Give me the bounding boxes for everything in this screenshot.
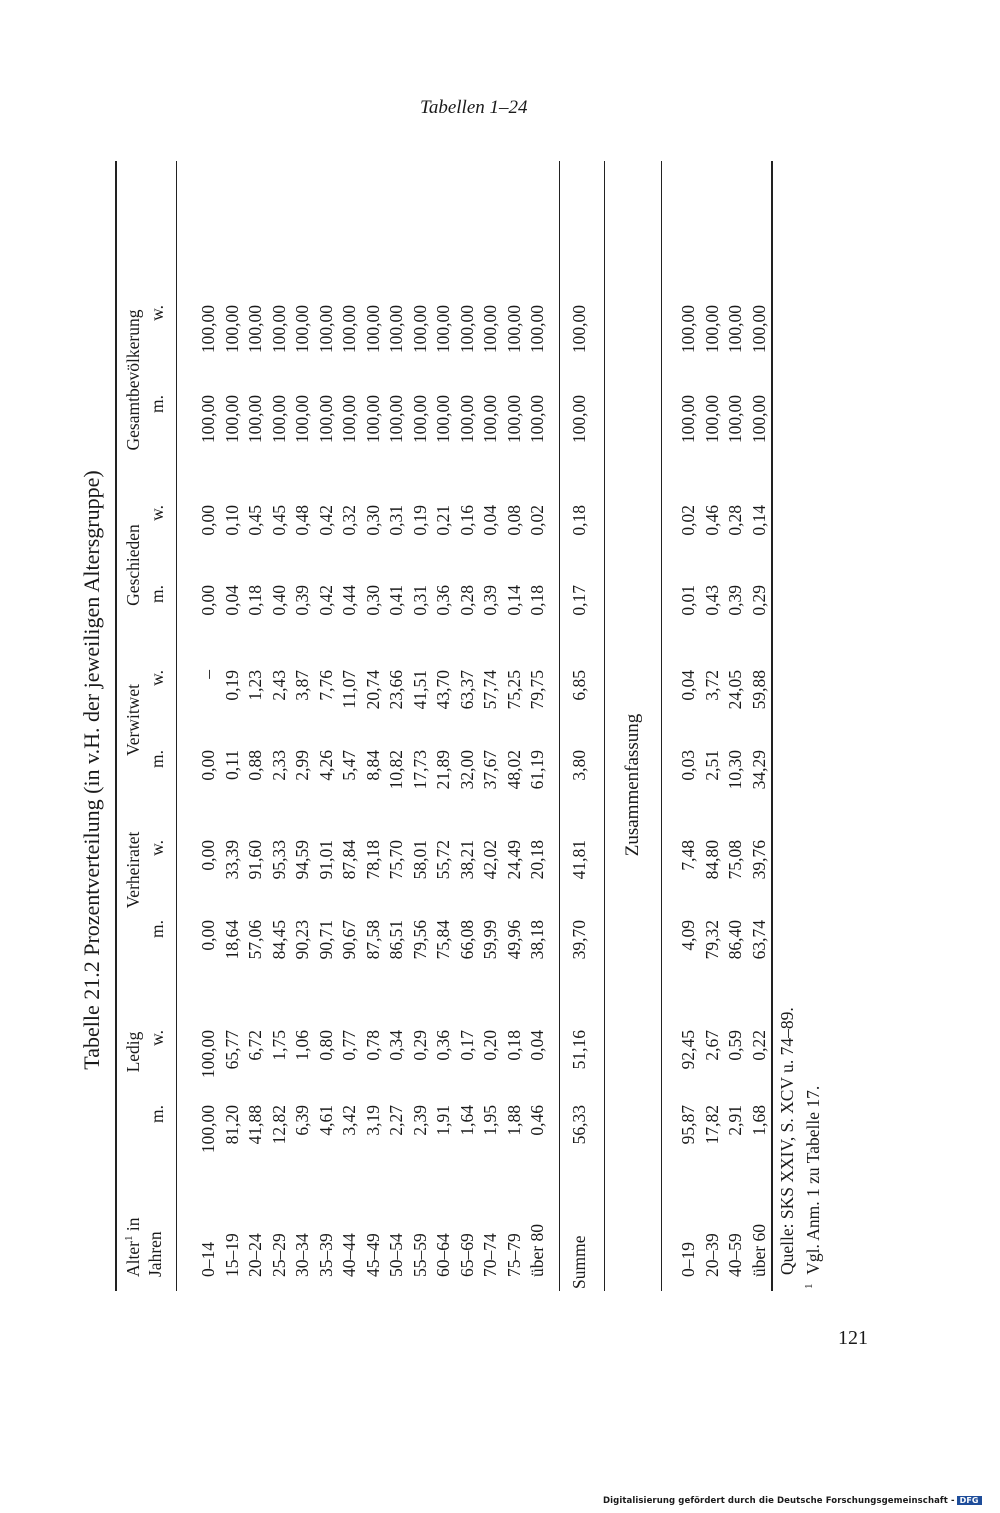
table-cell: 100,00 [198,1030,218,1079]
table-cell: 0,17 [456,1030,477,1061]
table-cell: 41,51 [409,670,430,710]
table-cell: 6,72 [245,1030,265,1061]
table-cell: 58,01 [409,840,430,880]
table-cell: 100,00 [748,395,769,444]
table-cell: 100,00 [339,395,359,444]
group-verwitwet: Verwitwet [123,684,143,756]
summe-cell: 3,80 [569,750,589,781]
table-cell: 92,45 [678,1030,698,1070]
sub-m: m. [147,1105,167,1123]
table-cell: 1,75 [268,1030,289,1061]
table-cell: 0,18 [245,585,265,616]
sub-m: m. [147,920,167,938]
table-cell: 11,07 [339,670,359,709]
table-cell: 70–74 [480,1233,500,1277]
table-cell: 0,59 [725,1030,745,1061]
table-cell: 0,30 [362,505,383,536]
table-cell: 4,26 [315,750,336,781]
table-cell: 0,04 [678,670,698,701]
table-cell: 100,00 [198,305,218,354]
summe-cell: 100,00 [569,305,589,354]
table-cell: 0,04 [221,585,242,616]
table-cell: 0,14 [748,505,769,536]
age-header-line2: Jahren [145,1231,165,1277]
table-cell: 42,02 [480,840,500,880]
summe-cell: 56,33 [569,1105,589,1145]
table-cell: 3,72 [701,670,722,701]
footnote: $^1$ Vgl. Anm. 1 zu Tabelle 17. [803,1085,823,1289]
table-cell: 75,84 [433,920,453,960]
table-cell: 32,00 [456,750,477,790]
data-column [197,305,550,395]
zusammenfassung-label: Zusammenfassung [622,713,643,857]
table-cell: 100,00 [315,395,336,444]
data-column [677,395,771,485]
table-cell: 0,42 [315,585,336,616]
sub-m: m. [147,395,167,413]
header-rule [176,161,177,1291]
sub-m: m. [147,585,167,603]
data-column [677,840,771,930]
table-cell: 100,00 [503,305,524,354]
table-cell: 1,23 [245,670,265,701]
table-cell: 55–59 [409,1233,430,1277]
data-column [677,920,771,1010]
table-cell: 100,00 [480,395,500,444]
table-cell: 7,76 [315,670,336,701]
table-cell: 12,82 [268,1105,289,1145]
table-cell: 0,77 [339,1030,359,1061]
table-cell: 17,73 [409,750,430,790]
table-cell: 2,39 [409,1105,430,1136]
table-cell: 0,78 [362,1030,383,1061]
table-cell: 95,87 [678,1105,698,1145]
table-cell: 35–39 [315,1233,336,1277]
table-cell: 34,29 [748,750,769,790]
table-cell: über 60 [748,1224,769,1277]
table-cell: 0,39 [480,585,500,616]
table-cell: 8,84 [362,750,383,781]
table-cell: 91,01 [315,840,336,880]
summe-cell: 6,85 [569,670,589,701]
table-cell: 100,00 [198,395,218,444]
table-cell: 23,66 [386,670,406,710]
data-column [197,670,550,760]
table-cell: 100,00 [701,395,722,444]
table-cell: 2,33 [268,750,289,781]
table-cell: 0,34 [386,1030,406,1061]
table-cell: 100,00 [409,395,430,444]
data-column [677,670,771,760]
table-cell: 49,96 [503,920,524,960]
table-cell: 1,06 [292,1030,312,1061]
table-cell: 0,10 [221,505,242,536]
table-cell: 0,88 [245,750,265,781]
rotated-table-block [79,155,839,1385]
data-column [197,920,550,1010]
table-cell: 21,89 [433,750,453,790]
table-cell: 0,39 [725,585,745,616]
table-cell: 100,00 [503,395,524,444]
table-cell: 100,00 [292,395,312,444]
table-cell: 0,31 [409,585,430,616]
table-cell: 0,44 [339,585,359,616]
table-cell: 75,08 [725,840,745,880]
table-cell: 57,74 [480,670,500,710]
group-geschieden: Geschieden [123,524,143,606]
table-cell: 30–34 [292,1233,312,1277]
table-cell: 0,36 [433,1030,453,1061]
data-column [197,1030,550,1120]
sub-w: w. [147,505,167,521]
table-cell: 84,80 [701,840,722,880]
table-cell: 0,39 [292,585,312,616]
table-cell: 59,88 [748,670,769,710]
data-column [197,750,550,840]
summe-cell: 39,70 [569,920,589,960]
bottom-rule [771,161,773,1291]
table-cell: 0,03 [678,750,698,781]
table-cell: 2,43 [268,670,289,701]
table-cell: 39,76 [748,840,769,880]
table-cell: 0–14 [198,1242,218,1277]
table-cell: 0,45 [268,505,289,536]
table-cell: 24,05 [725,670,745,710]
table-cell: 1,95 [480,1105,500,1136]
table-cell: 25–29 [268,1233,289,1277]
data-column [677,585,771,675]
table-cell: 2,91 [725,1105,745,1136]
table-cell: 24,49 [503,840,524,880]
table-cell: 0,20 [480,1030,500,1061]
table-cell: 100,00 [480,305,500,354]
table-cell: 0,31 [386,505,406,536]
table-cell: 0,28 [725,505,745,536]
data-column [197,395,550,485]
table-cell: 3,42 [339,1105,359,1136]
table-cell: 1,91 [433,1105,453,1136]
table-cell: 100,00 [268,395,289,444]
table-cell: 61,19 [527,750,547,790]
table-cell: 0–19 [678,1242,698,1277]
table-cell: 100,00 [221,305,242,354]
table-cell: 0,00 [198,920,218,951]
table-cell: 0,41 [386,585,406,616]
table-cell: 10,30 [725,750,745,790]
table-cell: 10,82 [386,750,406,790]
data-column [197,585,550,675]
table-cell: 86,51 [386,920,406,960]
age-header: Alter$^1$ in [123,1217,143,1277]
table-cell: 17,82 [701,1105,722,1145]
source-line: Quelle: SKS XXIV, S. XCV u. 74–89. [777,1007,797,1275]
age-column [197,1224,550,1277]
top-rule [115,161,117,1291]
table-cell: 0,19 [409,505,430,536]
table-cell: 94,59 [292,840,312,880]
table-cell: 100,00 [433,395,453,444]
table-cell: 43,70 [433,670,453,710]
table-cell: 1,68 [748,1105,769,1136]
table-cell: 100,00 [292,305,312,354]
table-cell: 100,00 [386,305,406,354]
table-cell: – [198,670,218,679]
table-cell: 100,00 [527,305,547,354]
table-cell: 4,09 [678,920,698,951]
table-cell: 0,42 [315,505,336,536]
table-cell: 100,00 [315,305,336,354]
table-cell: 100,00 [433,305,453,354]
table-cell: 38,21 [456,840,477,880]
table-cell: 60–64 [433,1233,453,1277]
table-cell: 20,74 [362,670,383,710]
table-cell: 20–24 [245,1233,265,1277]
summe-cell: 0,18 [569,505,589,536]
table-cell: 0,29 [409,1030,430,1061]
table-cell: 79,75 [527,670,547,710]
table-cell: 0,08 [503,505,524,536]
table-cell: 18,64 [221,920,242,960]
running-header: Tabellen 1–24 [420,97,528,118]
table-cell: 0,00 [198,585,218,616]
table-cell: 15–19 [221,1233,242,1277]
table-cell: 1,88 [503,1105,524,1136]
table-cell: 0,28 [456,585,477,616]
table-cell: 100,00 [678,395,698,444]
table-cell: 55,72 [433,840,453,880]
table-cell: 40–59 [725,1233,745,1277]
page-number: 121 [838,1327,868,1349]
table-cell: 0,14 [503,585,524,616]
data-column [197,505,550,595]
table-cell: 0,00 [198,750,218,781]
summe-label: Summe [569,1235,589,1289]
table-cell: 0,21 [433,505,453,536]
table-cell: 0,16 [456,505,477,536]
sub-m: m. [147,750,167,768]
table-cell: 100,00 [527,395,547,444]
table-cell: 78,18 [362,840,383,880]
table-cell: 87,58 [362,920,383,960]
table-cell: 3,87 [292,670,312,701]
table-cell: 100,00 [221,395,242,444]
table-cell: 75,70 [386,840,406,880]
table-cell: 6,39 [292,1105,312,1136]
table-cell: 87,84 [339,840,359,880]
table-cell: 3,19 [362,1105,383,1136]
table-cell: 2,67 [701,1030,722,1061]
table-cell: 0,11 [221,750,242,780]
digitization-footer: Digitalisierung gefördert durch die Deutsche Forschungsgemeinschaft - DFG [603,1496,982,1506]
table-cell: 0,01 [678,585,698,616]
table-cell: 0,22 [748,1030,769,1061]
table-cell: 20–39 [701,1233,722,1277]
table-cell: 4,61 [315,1105,336,1136]
table-cell: 40–44 [339,1233,359,1277]
table-cell: 0,40 [268,585,289,616]
table-cell: 0,00 [198,505,218,536]
summe-cell: 51,16 [569,1030,589,1070]
table-cell: 100,00 [268,305,289,354]
data-column [677,505,771,595]
table-cell: 2,51 [701,750,722,781]
z-age-column [677,1224,771,1277]
table-cell: 50–54 [386,1233,406,1277]
table-cell: 5,47 [339,750,359,781]
table-cell: 0,48 [292,505,312,536]
table-cell: 0,43 [701,585,722,616]
table-cell: 2,99 [292,750,312,781]
table-cell: 0,36 [433,585,453,616]
table-cell: 57,06 [245,920,265,960]
table-cell: 100,00 [245,305,265,354]
table-title: Tabelle 21.2 Prozentverteilung (in v.H. der jeweiligen Altersgruppe) [79,470,104,1070]
table-cell: 100,00 [678,305,698,354]
table-cell: 0,32 [339,505,359,536]
group-verheiratet: Verheiratet [123,831,143,909]
table-cell: 0,18 [527,585,547,616]
table-cell: 100,00 [386,395,406,444]
table-cell: 38,18 [527,920,547,960]
table-cell: 1,64 [456,1105,477,1136]
table-cell: 63,37 [456,670,477,710]
summe-top-rule [559,161,560,1291]
table-cell: 91,60 [245,840,265,880]
table-cell: 48,02 [503,750,524,790]
table-cell: 66,08 [456,920,477,960]
table-cell: 100,00 [409,305,430,354]
summe-cell: 41,81 [569,840,589,880]
table-cell: 0,30 [362,585,383,616]
table-cell: 0,46 [527,1105,547,1136]
data-column [677,750,771,840]
table-cell: 100,00 [456,395,477,444]
table-cell: 86,40 [725,920,745,960]
table-cell: 100,00 [725,395,745,444]
table-cell: 0,45 [245,505,265,536]
table-cell: 100,00 [362,395,383,444]
data-column [677,305,771,395]
table-cell: 2,27 [386,1105,406,1136]
sub-w: w. [147,670,167,686]
table-cell: 0,29 [748,585,769,616]
table-cell: 100,00 [725,305,745,354]
table-cell: 59,99 [480,920,500,960]
summe-cell: 0,17 [569,585,589,616]
table-cell: 45–49 [362,1233,383,1277]
sub-w: w. [147,305,167,321]
data-column [197,840,550,930]
sub-w: w. [147,840,167,856]
table-cell: 100,00 [362,305,383,354]
table-cell: 90,71 [315,920,336,960]
table-cell: 84,45 [268,920,289,960]
table-cell: 95,33 [268,840,289,880]
table-cell: 65,77 [221,1030,242,1070]
table-cell: 0,02 [678,505,698,536]
table-cell: 33,39 [221,840,242,880]
table-cell: 41,88 [245,1105,265,1145]
zusammen-rule [661,161,662,1291]
table-cell: 0,18 [503,1030,524,1061]
table-cell: 0,04 [480,505,500,536]
table-cell: über 80 [527,1224,547,1277]
table-cell: 0,02 [527,505,547,536]
data-column [677,1030,771,1120]
table-cell: 90,67 [339,920,359,960]
table-cell: 100,00 [748,305,769,354]
group-gesamt: Gesamtbevölkerung [123,309,143,451]
table-cell: 7,48 [678,840,698,871]
table-cell: 100,00 [339,305,359,354]
table-cell: 81,20 [221,1105,242,1145]
table-cell: 100,00 [245,395,265,444]
summe-cell: 100,00 [569,395,589,444]
table-cell: 0,04 [527,1030,547,1061]
table-cell: 63,74 [748,920,769,960]
table-cell: 75–79 [503,1233,524,1277]
table-cell: 75,25 [503,670,524,710]
table-cell: 90,23 [292,920,312,960]
table-cell: 100,00 [701,305,722,354]
table-cell: 100,00 [198,1105,218,1154]
dfg-logo: DFG [957,1496,982,1505]
table-cell: 0,19 [221,670,242,701]
table-cell: 0,00 [198,840,218,871]
group-ledig: Ledig [123,1031,143,1073]
table-cell: 79,56 [409,920,430,960]
table-cell: 100,00 [456,305,477,354]
table-cell: 65–69 [456,1233,477,1277]
table-cell: 37,67 [480,750,500,790]
summe-bottom-rule [604,161,605,1291]
table-cell: 0,46 [701,505,722,536]
table-cell: 20,18 [527,840,547,880]
table-cell: 0,80 [315,1030,336,1061]
sub-w: w. [147,1030,167,1046]
table-cell: 79,32 [701,920,722,960]
